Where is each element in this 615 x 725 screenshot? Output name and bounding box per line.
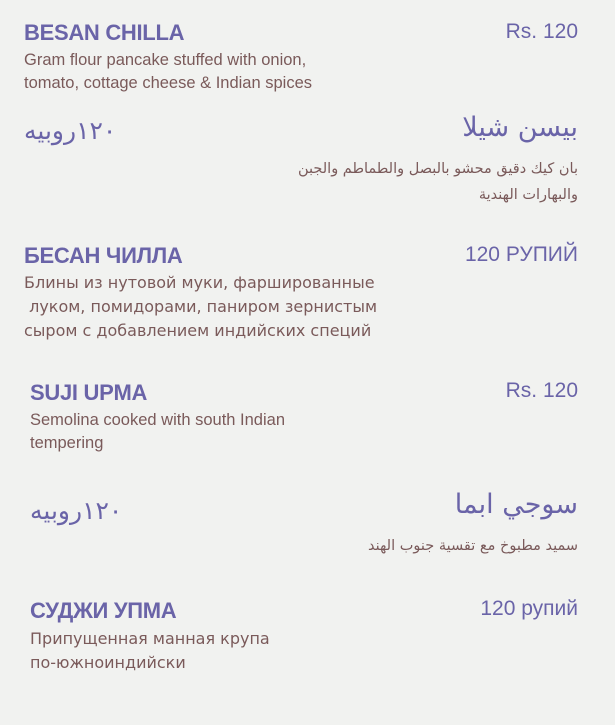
dish-name: BESAN CHILLA xyxy=(24,20,185,45)
dish-name: СУДЖИ УПМА xyxy=(30,598,177,623)
dish-price: Rs. 120 xyxy=(505,20,578,43)
description-line: луком, помидорами, паниром зернистым xyxy=(24,297,378,316)
description-line: сыром с добавлением индийских специй xyxy=(24,321,372,340)
dish-name: بيسن شيلا xyxy=(462,112,578,143)
dish-price: 120 рупий xyxy=(480,597,578,620)
description-line: بان كيك دقيق محشو بالبصل والطماطم والجبن xyxy=(297,161,578,177)
description-line: Припущенная манная крупа xyxy=(30,629,270,648)
dish-description xyxy=(178,156,578,208)
dish-price: Rs. 120 xyxy=(505,379,578,402)
description-line: Блины из нутовой муки, фаршированные xyxy=(24,273,375,292)
dish-price: ١٢٠روبيه xyxy=(30,496,123,525)
dish-price: 120 РУПИЙ xyxy=(464,243,578,266)
dish-name: سوجي ابما xyxy=(454,489,578,520)
description-line: tomato, cottage cheese & Indian spices xyxy=(24,74,313,92)
description-line: tempering xyxy=(30,434,104,452)
dish-description xyxy=(24,271,464,343)
dish-description xyxy=(178,533,578,559)
dish-description xyxy=(24,49,444,95)
description-line: по-южноиндийски xyxy=(30,653,186,672)
dish-name: БЕСАН ЧИЛЛА xyxy=(24,243,183,268)
dish-price: ١٢٠روبيه xyxy=(24,116,117,145)
description-line: Gram flour pancake stuffed with onion, xyxy=(24,51,307,69)
description-line: سميد مطبوخ مع تقسية جنوب الهند xyxy=(368,538,578,554)
description-line: Semolina cooked with south Indian xyxy=(30,411,285,429)
dish-description xyxy=(30,409,390,455)
dish-description xyxy=(30,627,390,675)
dish-name: SUJI UPMA xyxy=(30,380,148,405)
description-line: والبهارات الهندية xyxy=(478,187,578,203)
